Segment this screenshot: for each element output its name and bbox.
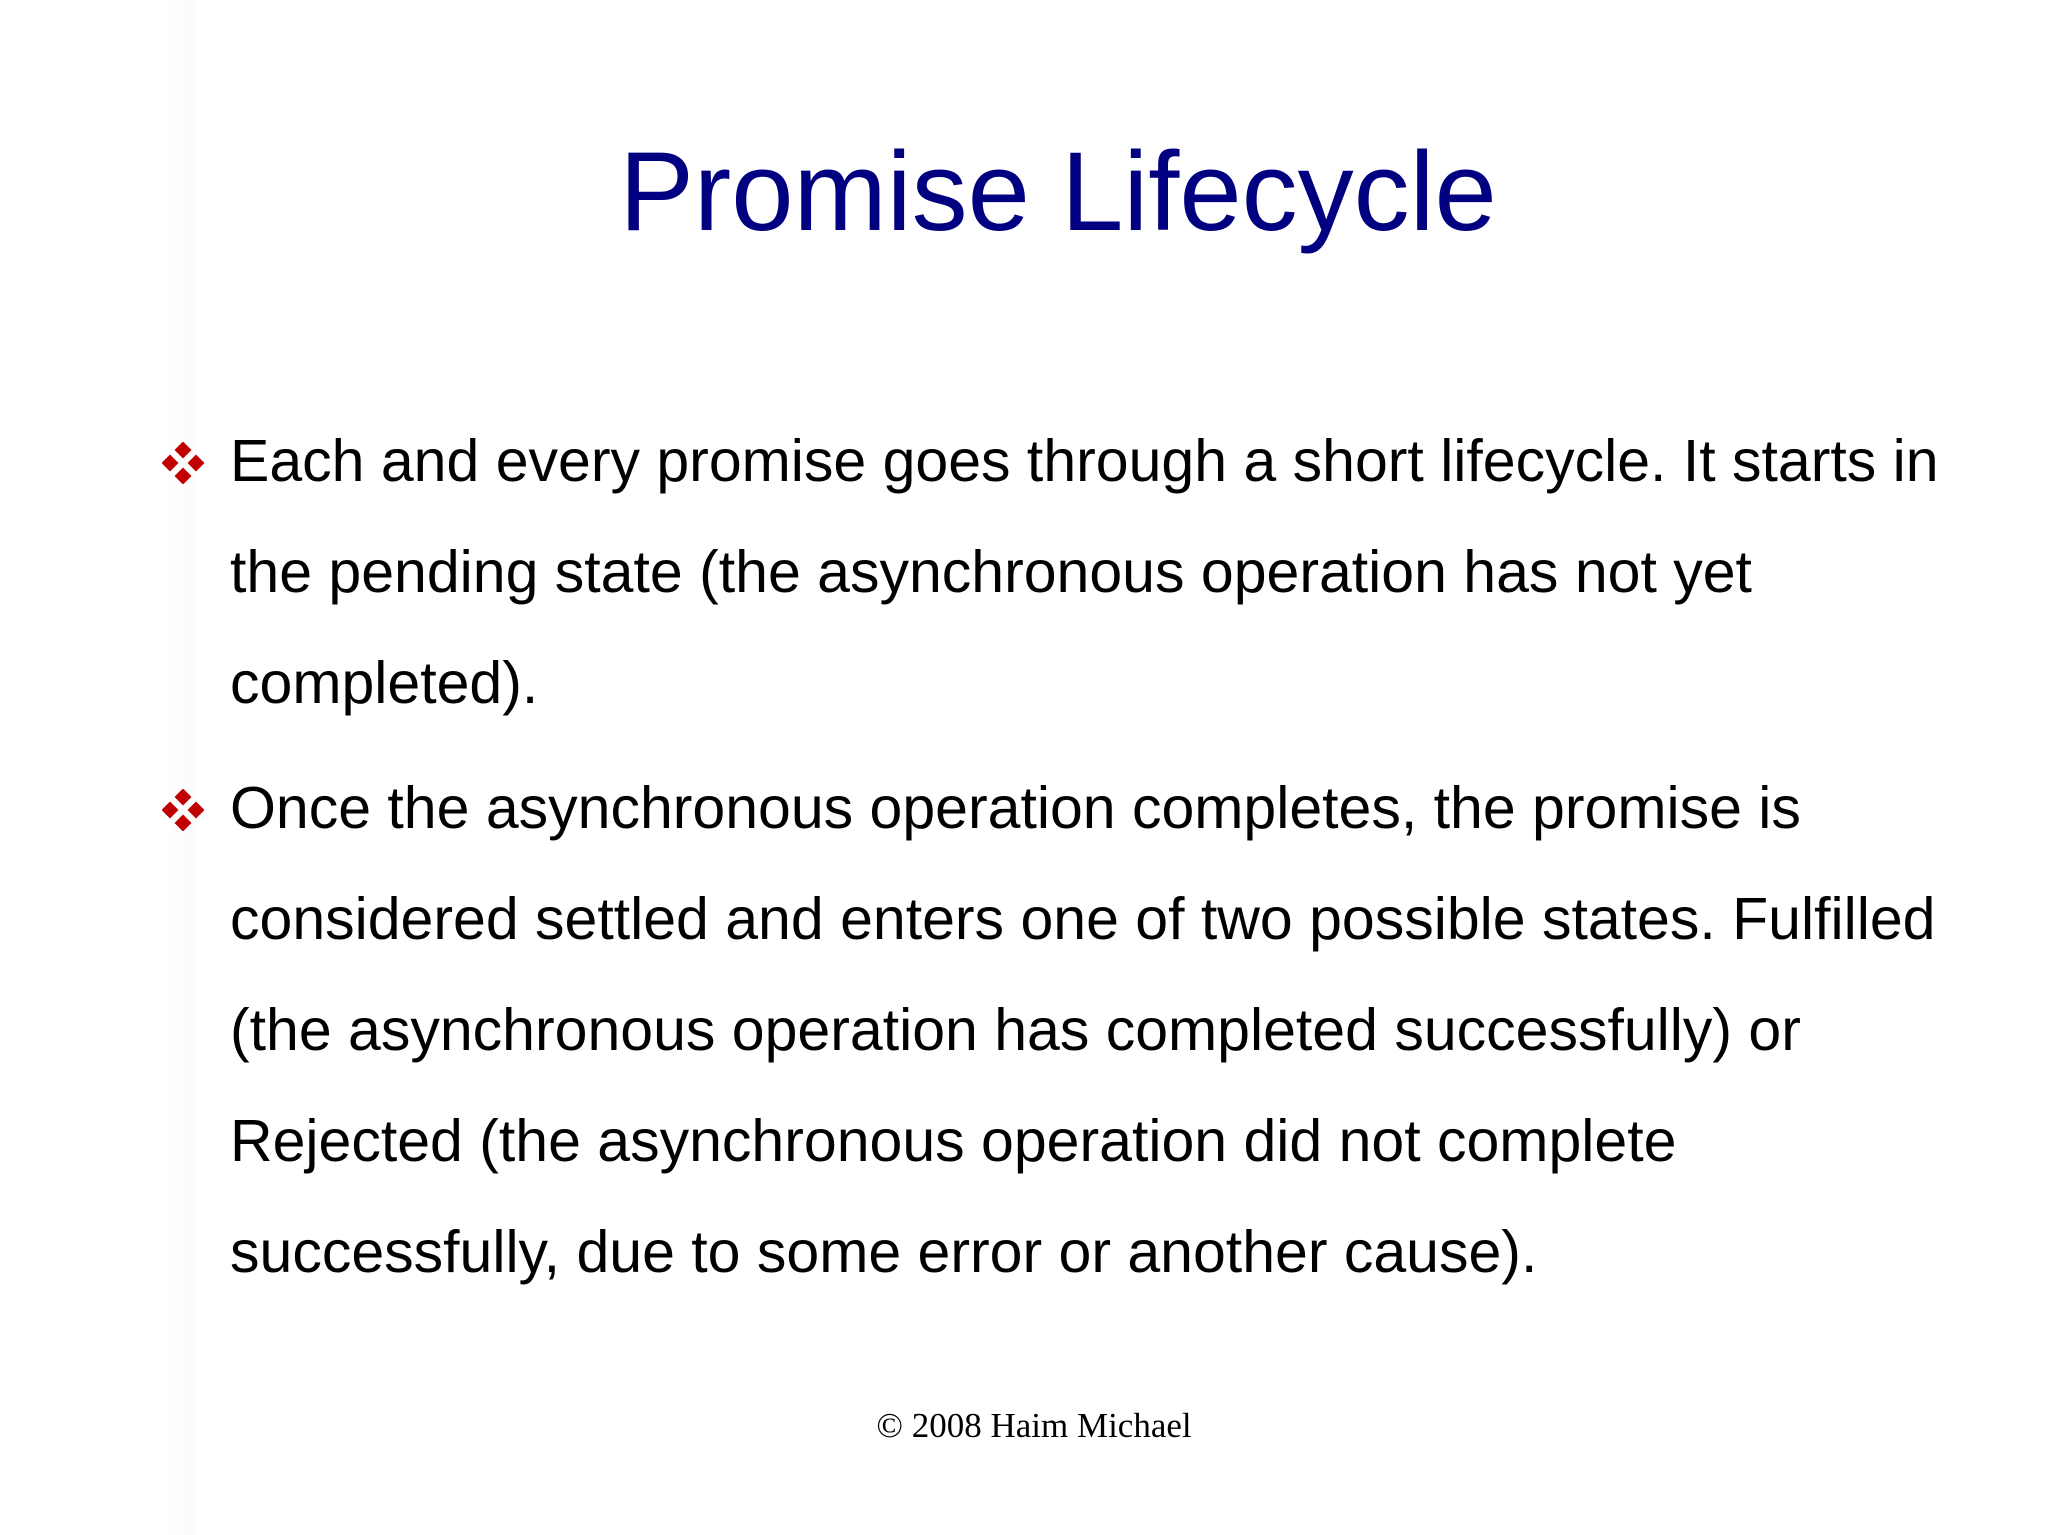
bullet-item [160, 406, 1960, 739]
bullet-list [160, 406, 1960, 1308]
red-diamond-bullet-icon [162, 789, 204, 831]
red-diamond-bullet-icon [162, 442, 204, 484]
bullet-text: Each and every promise goes through a short lifecycle. It starts in the pending state (the asynchronous operation has not yet completed). [230, 428, 1939, 716]
bullet-text: Once the asynchronous operation completes, the promise is considered settled and enters one of two possible states. Fulfilled (the asynchronous operation has completed successfully) or Rejected (the asynchronous operation did not complete successfully, due to some error or another cause). [230, 775, 1936, 1285]
bullet-item [160, 753, 1960, 1308]
slide-title: Promise Lifecycle [619, 129, 1497, 254]
copyright-footer: © 2008 Haim Michael [876, 1406, 1192, 1445]
